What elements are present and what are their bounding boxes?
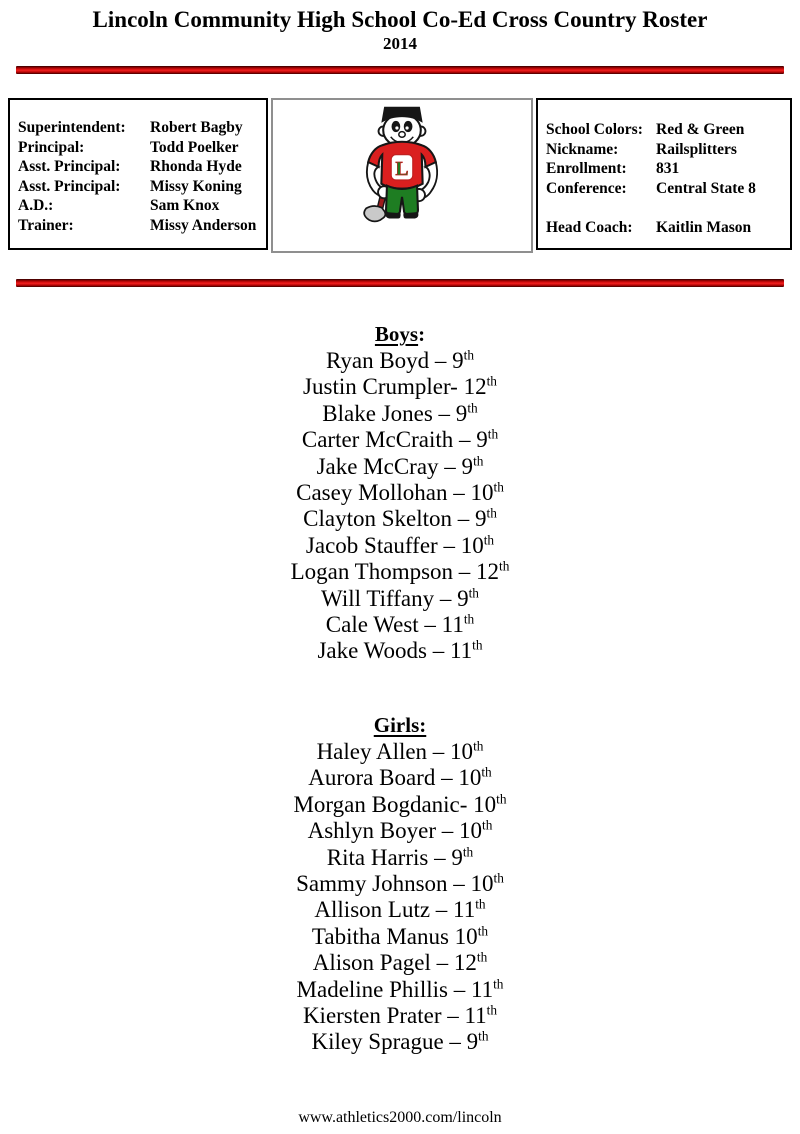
info-row: [546, 159, 786, 179]
roster-entry: [0, 374, 800, 400]
roster-entry-ordinal: th: [473, 738, 484, 754]
info-value: Missy Anderson: [150, 216, 257, 234]
info-label: Asst. Principal:: [18, 158, 121, 176]
info-row: [546, 179, 786, 199]
info-value: Todd Poelker: [150, 138, 239, 156]
roster-entry: [0, 818, 800, 844]
roster-entry-ordinal: th: [475, 896, 486, 912]
info-value: Rhonda Hyde: [150, 158, 242, 176]
roster-entry-ordinal: th: [481, 764, 492, 780]
roster-entry-text: Jake Woods – 11: [317, 638, 473, 664]
info-row: [546, 140, 786, 160]
roster-entry: [0, 586, 800, 612]
info-row: [18, 138, 262, 158]
info-row: [546, 218, 786, 238]
mascot-letter: L: [395, 157, 409, 180]
roster-entry-ordinal: th: [493, 870, 504, 886]
roster-entry: [0, 559, 800, 585]
roster-entry-ordinal: th: [486, 505, 497, 521]
roster-entry: [0, 1003, 800, 1029]
info-value: Missy Koning: [150, 177, 242, 195]
school-info-box: [536, 98, 792, 250]
roster-entry-text: Alison Pagel – 12: [312, 950, 477, 976]
roster-entry-text: Carter McCraith – 9: [301, 427, 488, 453]
roster-entry-text: Jake McCray – 9: [316, 453, 474, 479]
roster-entry-ordinal: th: [478, 1028, 489, 1044]
roster-entry-ordinal: th: [493, 479, 504, 495]
roster-entry-ordinal: th: [483, 532, 495, 548]
info-value: Railsplitters: [656, 140, 737, 158]
roster-entry: [0, 533, 800, 559]
info-label: Conference:: [546, 179, 627, 197]
info-value: Central State 8: [656, 179, 756, 197]
info-row: [18, 196, 262, 216]
roster-entry-text: Will Tiffany – 9: [321, 585, 469, 611]
roster-entry-text: Sammy Johnson – 10: [296, 870, 494, 896]
info-value: Sam Knox: [150, 197, 220, 215]
roster-entry: [0, 401, 800, 427]
red-divider-bottom: [16, 279, 784, 287]
roster-entry: [0, 845, 800, 871]
roster-entry: [0, 427, 800, 453]
info-row: [18, 216, 262, 236]
roster-entry: [0, 871, 800, 897]
roster: [0, 321, 800, 1056]
roster-entry-ordinal: th: [463, 611, 475, 627]
info-label: Enrollment:: [546, 160, 627, 178]
roster-entry-ordinal: th: [486, 373, 497, 389]
info-value: Robert Bagby: [150, 119, 243, 136]
roster-entry-ordinal: th: [499, 558, 510, 574]
roster-entry: [0, 792, 800, 818]
roster-entry-ordinal: th: [476, 949, 488, 965]
roster-entry-text: Casey Mollohan – 10: [296, 480, 494, 506]
roster-entry-text: Justin Crumpler- 12: [303, 374, 487, 400]
info-label: Superintendent:: [18, 119, 126, 136]
roster-entry: [0, 977, 800, 1003]
roster-entry-text: Allison Lutz – 11: [314, 897, 476, 923]
roster-entry-text: Ryan Boyd – 9: [325, 348, 464, 373]
roster-entry-ordinal: th: [467, 400, 478, 416]
roster-entry: [0, 1029, 800, 1055]
info-label: Head Coach:: [546, 218, 633, 236]
roster-entry: [0, 480, 800, 506]
roster-entry-text: Aurora Board – 10: [308, 765, 482, 791]
page-year: 2014: [383, 34, 417, 53]
info-label: Nickname:: [546, 140, 619, 158]
boys-heading-text: Boys: [374, 322, 419, 346]
roster-entry-ordinal: th: [493, 975, 504, 991]
roster-entry-ordinal: th: [463, 347, 475, 363]
roster-entry-ordinal: th: [462, 843, 474, 859]
girls-section: [0, 712, 800, 1056]
girls-list: [0, 739, 800, 1056]
roster-entry-text: Rita Harris – 9: [326, 844, 463, 870]
mascot-box: [271, 98, 533, 253]
roster-entry-ordinal: th: [482, 817, 493, 833]
roster-entry-text: Ashlyn Boyer – 10: [307, 818, 483, 844]
boys-heading-colon: :: [418, 322, 426, 346]
info-label: Asst. Principal:: [18, 177, 121, 195]
roster-entry-ordinal: th: [487, 426, 499, 442]
roster-entry: [0, 924, 800, 950]
roster-entry: [0, 638, 800, 664]
roster-entry-ordinal: th: [468, 585, 479, 600]
roster-entry: [0, 950, 800, 976]
roster-entry: [0, 348, 800, 374]
railsplitter-mascot-icon: [355, 103, 449, 227]
roster-entry-text: Cale West – 11: [325, 612, 464, 638]
info-row: [18, 177, 262, 197]
roster-entry-text: Haley Allen – 10: [316, 738, 474, 764]
boys-section: [0, 321, 800, 665]
roster-entry: [0, 454, 800, 480]
info-value: 831: [656, 160, 680, 178]
info-row: [18, 157, 262, 177]
roster-entry-ordinal: th: [486, 1002, 498, 1018]
boys-heading: [0, 321, 800, 348]
info-label: A.D.:: [18, 197, 54, 215]
roster-entry: [0, 765, 800, 791]
roster-entry-text: Madeline Phillis – 11: [296, 976, 494, 1002]
page-title: Lincoln Community High School Co-Ed Cross Country Roster: [92, 7, 708, 32]
info-row: [18, 118, 262, 138]
roster-entry-text: Blake Jones – 9: [322, 400, 468, 426]
header-info-section: [8, 98, 792, 253]
roster-entry-text: Kiley Sprague – 9: [311, 1029, 479, 1055]
footer-url: www.athletics2000.com/lincoln: [298, 1108, 502, 1126]
roster-entry-text: Tabitha Manus 10: [311, 923, 478, 949]
girls-heading: [0, 712, 800, 739]
roster-entry-text: Jacob Stauffer – 10: [305, 532, 484, 558]
info-value: Red & Green: [656, 121, 745, 138]
boys-list: [0, 348, 800, 665]
roster-entry-ordinal: th: [473, 452, 484, 468]
red-divider-top: [16, 66, 784, 74]
info-label: School Colors:: [546, 121, 643, 138]
info-value: Kaitlin Mason: [656, 218, 752, 236]
roster-entry: [0, 506, 800, 532]
girls-heading-text: Girls:: [373, 712, 427, 737]
info-label: Principal:: [18, 138, 85, 156]
roster-entry-text: Clayton Skelton – 9: [303, 506, 487, 532]
roster-entry-text: Logan Thompson – 12: [290, 559, 500, 585]
info-row-spacer: [546, 198, 786, 218]
roster-entry-text: Morgan Bogdanic- 10: [293, 791, 497, 817]
roster-entry: [0, 897, 800, 923]
roster-entry: [0, 612, 800, 638]
roster-entry-ordinal: th: [496, 791, 507, 807]
roster-entry-ordinal: th: [477, 923, 489, 939]
staff-info-box: [8, 98, 268, 250]
info-row: [546, 120, 786, 140]
roster-entry-text: Kiersten Prater – 11: [302, 1002, 487, 1028]
roster-entry: [0, 739, 800, 765]
info-label: Trainer:: [18, 216, 74, 234]
roster-entry-ordinal: th: [472, 637, 483, 653]
